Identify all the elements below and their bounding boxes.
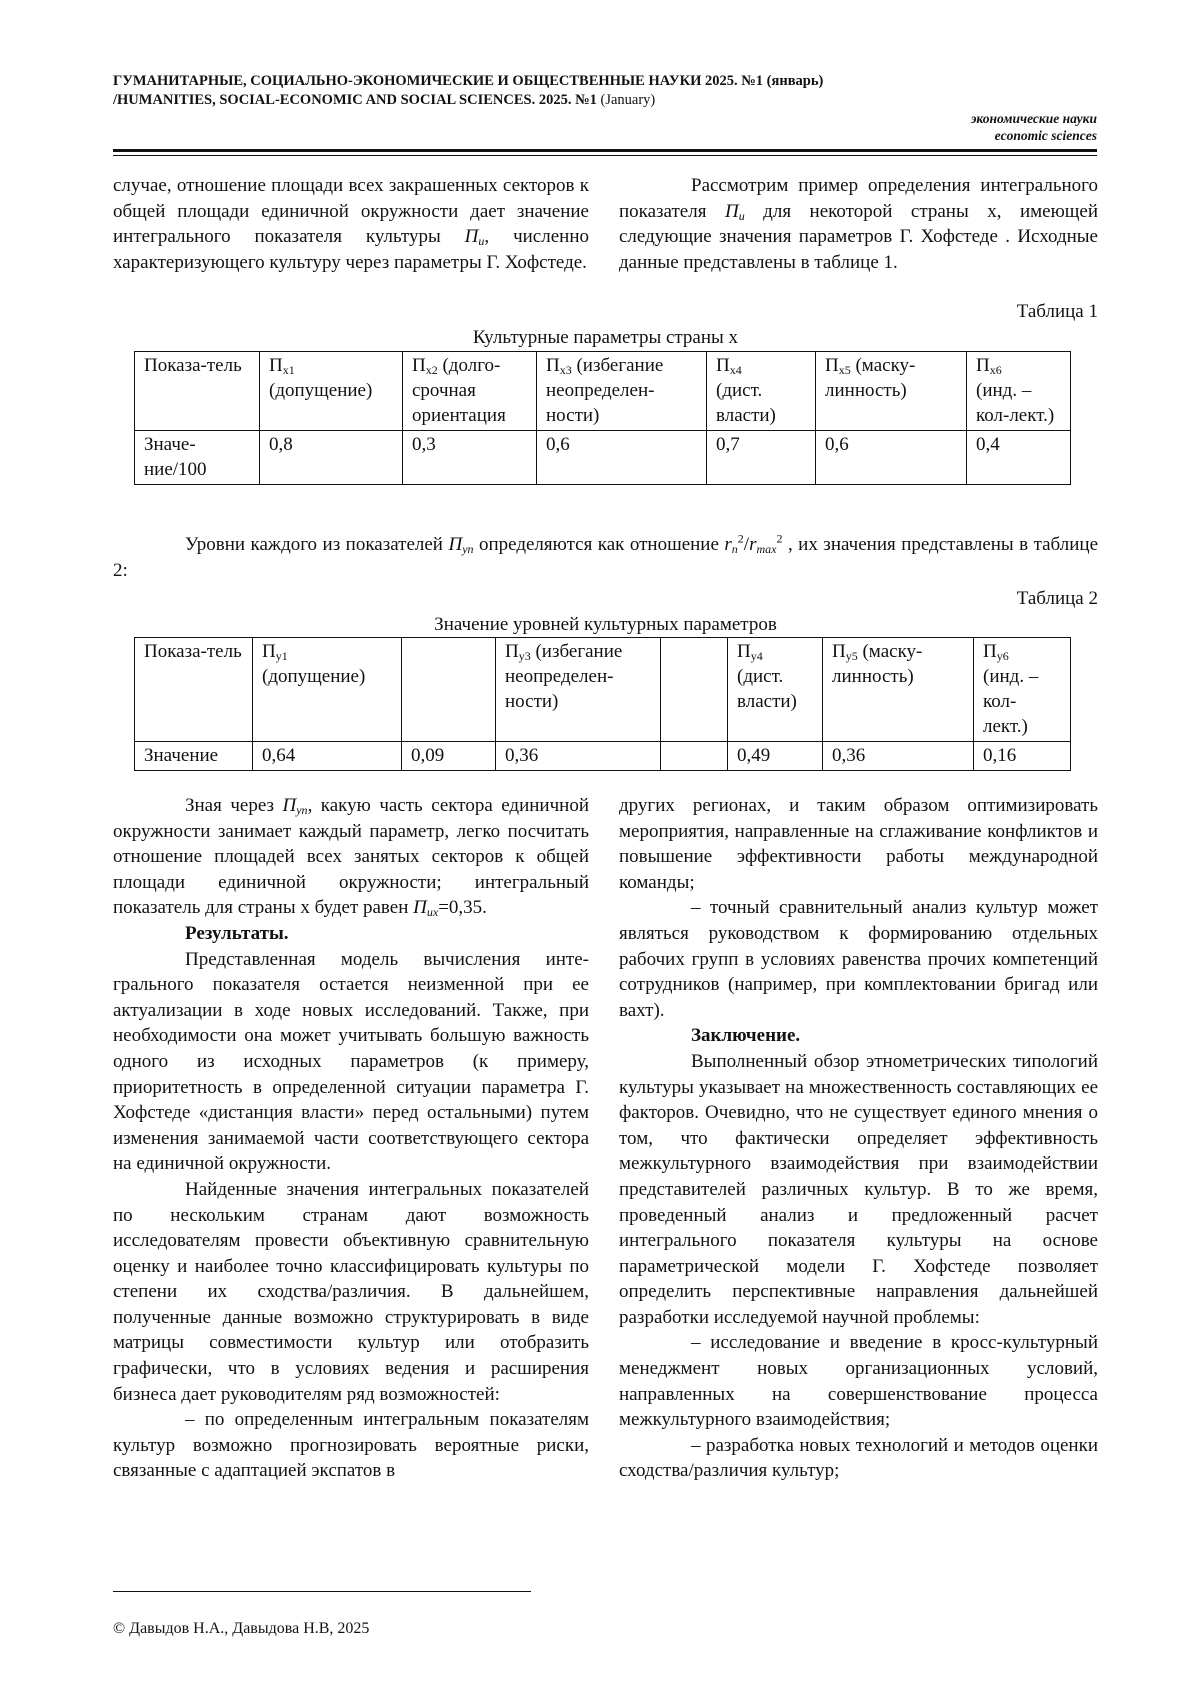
heading-conclusion: Заключение.: [691, 1025, 801, 1047]
table-header-cell: $П_{x4}$ (дист. власти): [707, 352, 816, 431]
table2-label: Таблица 2: [1016, 588, 1098, 609]
table-cell: 0,7: [707, 431, 816, 485]
table-header-cell: $П_{x1}$ (допущение): [260, 352, 403, 431]
section-label: [971, 110, 1097, 144]
table1-title: Культурные параметры страны х: [472, 327, 739, 348]
table-cell: 0,64: [253, 742, 402, 771]
header-rule-thick: [113, 149, 1097, 152]
table-cell: Значе-ние/100: [135, 431, 260, 485]
table-header-cell: $П_{у3}$ (избегание неопределен-ности): [496, 638, 661, 742]
table-header-cell: $П_{x5}$ (маску-линность): [816, 352, 967, 431]
levels-paragraph: Уровни каждого из показателей $П_{уn}$ определяются как отношение $r_n^2/r_{max}^2$ , их значения представлены в таблице 2:: [113, 531, 1099, 581]
bottom-right-column: [619, 793, 1098, 1484]
paragraph-conclusion: Выполненный обзор этнометрических типологий культуры указывает на множественность составляющих ее факторов. Очевидно, что не существует единого мнения о том, что фактически определяет эффективность межкультурного взаимодействия при взаимодействии представителей различных культур. В то же время, проведенный анализ и предложенный расчет интегрального показателя культуры на основе параметрической модели Г. Хофстеде позволяет определить перспективные направления дальнейшей разработки исследуемой научной проблемы:: [619, 1050, 1098, 1328]
table-cell: 0,16: [974, 742, 1071, 771]
table-cell: [661, 742, 728, 771]
table-cell: 0,49: [728, 742, 823, 771]
top-right-column: [619, 173, 1098, 275]
table-header-cell: $П_{у5}$ (маску-линность): [823, 638, 974, 742]
journal-title-ru: ГУМАНИТАРНЫЕ, СОЦИАЛЬНО-ЭКОНОМИЧЕСКИЕ И ОБЩЕСТВЕННЫЕ НАУКИ 2025. №1 (январь): [113, 73, 824, 89]
table-header-cell: [661, 638, 728, 742]
paragraph-continuation: других регионах, и таким образом оптимизировать мероприятия, направленные на сглаживание конфликтов и повышение эффективности работы международной команды;: [619, 795, 1098, 893]
table-parameter-levels: [134, 637, 1071, 771]
table-header-cell: $П_{у4}$ (дист. власти): [728, 638, 823, 742]
paragraph-integral-value: Зная через $П_{уn}$, какую часть сектора единичной окружности занимает каждый параметр, легко посчитать отношение площадей всех занятых секторов к общей площади единичной окружности; интегральный показатель для страны х будет равен $П_{их}=0,35$.: [113, 795, 589, 920]
table1-label: Таблица 1: [1016, 301, 1098, 322]
table-header-cell: $П_{x6}$ (инд. – кол-лект.): [967, 352, 1071, 431]
table-row: [135, 431, 1071, 485]
table-header-cell: $П_{у6}$ (инд. – кол-лект.): [974, 638, 1071, 742]
table-cell: 0,3: [403, 431, 537, 485]
table-header-cell: $П_{x2}$ (долго-срочная ориентация: [403, 352, 537, 431]
table-cell: 0,6: [537, 431, 707, 485]
list-item-risks: – по определенным интегральным показателям культур возможно прогнозировать вероятные риски, связанные с адаптацией экспатов в: [113, 1409, 589, 1482]
table-header-cell: [402, 638, 496, 742]
section-label-ru: экономические науки: [970, 111, 1097, 126]
header-rule-thin: [113, 155, 1097, 156]
list-item-technologies: – разработка новых технологий и методов оценки сходства/различия культур;: [619, 1434, 1098, 1482]
table-cell: 0,36: [496, 742, 661, 771]
table-header-cell: $П_{x3}$ (избегание неопределен-ности): [537, 352, 707, 431]
top-right-paragraph: Рассмотрим пример определения интегрального показателя $П_и$ для некоторой страны х, имеющей следующие значения параметров Г. Хофстеде . Исходные данные представлены в таблице 1.: [619, 175, 1098, 273]
table-header-cell: $П_{у1}$ (допущение): [253, 638, 402, 742]
copyright-note: © Давыдов Н.А., Давыдова Н.В, 2025: [113, 1620, 370, 1637]
paragraph-model: Представленная модель вычисления интегрального показателя остается неизменной при ее актуализации в ходе новых исследований. Также, при необходимости она может учитывать большую важность одного из исходных параметров (к примеру, приоритетность в определенной ситуации параметра Г. Хофстеде «дистанция власти» перед остальными) путем изменения занимаемой части соответствующего сектора на единичной окружности.: [113, 948, 589, 1175]
table-cell: Значение: [135, 742, 253, 771]
journal-title-en: /HUMANITIES, SOCIAL-ECONOMIC AND SOCIAL SCIENCES. 2025. №1 (January): [113, 92, 656, 108]
journal-header: [113, 72, 1098, 110]
heading-results: Результаты.: [185, 922, 289, 944]
table-cell: 0,4: [967, 431, 1071, 485]
table-header-cell: Показа-тель: [135, 352, 260, 431]
table2-title: Значение уровней культурных параметров: [434, 614, 777, 635]
table-cultural-parameters: [134, 351, 1071, 485]
top-left-column: [113, 173, 589, 275]
paragraph-comparison: Найденные значения интегральных показателей по нескольким странам дают возможность исследователям провести объективную сравнительную оценку и наиболее точно классифицировать культуры по степени их сходства/различия. В дальнейшем, полученные данные возможно структурировать в виде матрицы совместимости культур или отобразить графически, что в условиях ведения и расширения бизнеса дает руководителям ряд возможностей:: [113, 1178, 589, 1405]
table-cell: 0,6: [816, 431, 967, 485]
list-item-research: – исследование и введение в кросс-культурный менеджмент новых организационных условий, направленных на совершенствование процесса межкультурного взаимодействия;: [619, 1332, 1098, 1431]
table-row: [135, 352, 1071, 431]
table-header-cell: Показа-тель: [135, 638, 253, 742]
bottom-left-column: [113, 793, 589, 1484]
table-cell: 0,36: [823, 742, 974, 771]
top-left-paragraph: случае, отношение площади всех закрашенных секторов к общей площади единичной окружности дает значение интегрального показателя культуры $П_и$, численно характеризующего культуру через параметры Г. Хофстеде.: [113, 175, 589, 273]
section-label-en: economic sciences: [994, 128, 1097, 143]
list-item-analysis: – точный сравнительный анализ культур может являться руководством к формированию отдельных рабочих групп в условиях равенства прочих компетенций сотрудников (например, при комплектовании бригад или вахт).: [619, 897, 1098, 1021]
table-cell: 0,8: [260, 431, 403, 485]
table-row: [135, 742, 1071, 771]
footnote-rule: [113, 1591, 531, 1592]
table-cell: 0,09: [402, 742, 496, 771]
table-row: [135, 638, 1071, 742]
